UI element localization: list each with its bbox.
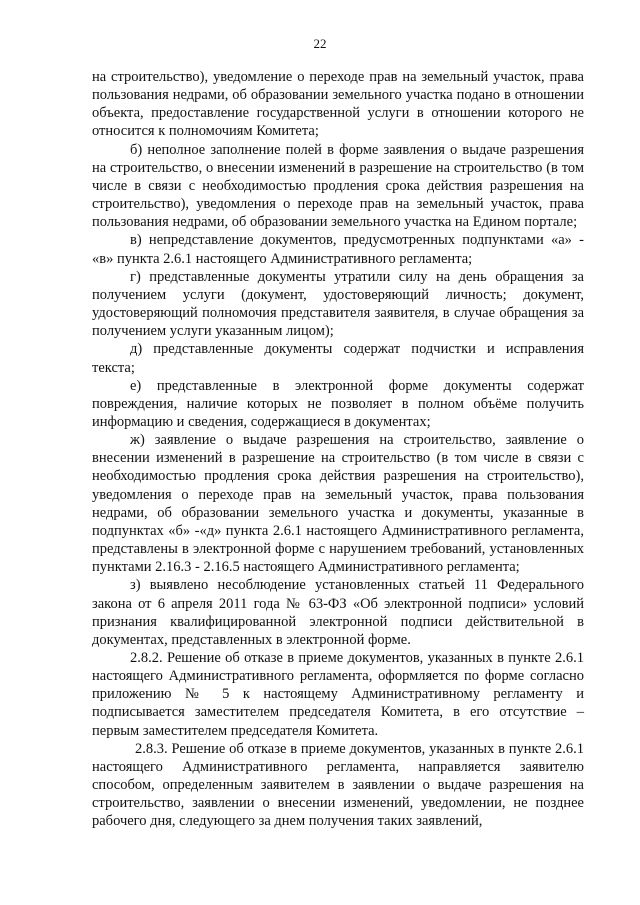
paragraph-item-e: е) представленные в электронной форме документы содержат повреждения, наличие которых не позволяет в полном объёме получить информацию и сведения, содержащиеся в документах;: [92, 377, 584, 430]
paragraph-section-2-8-2: 2.8.2. Решение об отказе в приеме документов, указанных в пункте 2.6.1 настоящего Административного регламента, оформляется по форме согласно приложению № 5 к настоящему Административному регламенту и подписывается заместителем председателя Комитета, в его отсутствие – первым заместителем председателя Комитета.: [92, 650, 584, 739]
paragraph-item-z: з) выявлено несоблюдение установленных статьей 11 Федерального закона от 6 апреля 2011 года № 63-ФЗ «Об электронной подписи» условий признания квалифицированной электронной подписи действительной в документах, представленных в электронной форме.: [92, 577, 584, 648]
paragraph-item-v: в) непредставление документов, предусмотренных подпунктами «а» - «в» пункта 2.6.1 настоящего Административного регламента;: [92, 232, 584, 267]
paragraph-item-g: г) представленные документы утратили силу на день обращения за получением услуги (документ, удостоверяющий личность; документ, удостоверяющий полномочия представителя заявителя, в случае обращения за получением услуги указанным лицом);: [92, 268, 584, 340]
document-body: [92, 68, 584, 831]
paragraph-item-zh: ж) заявление о выдаче разрешения на строительство, заявление о внесении изменений в разрешение на строительство (в том числе в связи с необходимостью продления срока действия разрешения на строительство), уведомления о переходе прав на земельный участок, права пользования недрами, об образовании земельного участка и документы, указанные в подпунктах «б» -«д» пункта 2.6.1 настоящего Административного регламента, представлены в электронной форме с нарушением требований, установленных пунктами 2.16.3 - 2.16.5 настоящего Административного регламента;: [92, 432, 584, 576]
paragraph-section-2-8-3: 2.8.3. Решение об отказе в приеме документов, указанных в пункте 2.6.1 настоящего Административного регламента, направляется заявителю способом, определенным заявителем в заявлении о выдаче разрешения на строительство, заявлении о внесении изменений, уведомлении, не позднее рабочего дня, следующего за днем получения таких заявлений,: [92, 740, 584, 830]
paragraph-continuation: на строительство), уведомление о переходе прав на земельный участок, права пользования недрами, об образовании земельного участка подано в отношении объекта, предоставление государственной услуги в отношении которого не относится к полномочиям Комитета;: [92, 69, 584, 140]
paragraph-item-b: б) неполное заполнение полей в форме заявления о выдаче разрешения на строительство, о внесении изменений в разрешение на строительство (в том числе в связи с необходимостью продления срока действия разрешения на строительство), уведомления о переходе прав на земельный участок, права пользования недрами, об образовании земельного участка на Едином портале;: [92, 141, 584, 231]
page-number: 22: [313, 36, 327, 51]
paragraph-item-d: д) представленные документы содержат подчистки и исправления текста;: [92, 341, 584, 376]
